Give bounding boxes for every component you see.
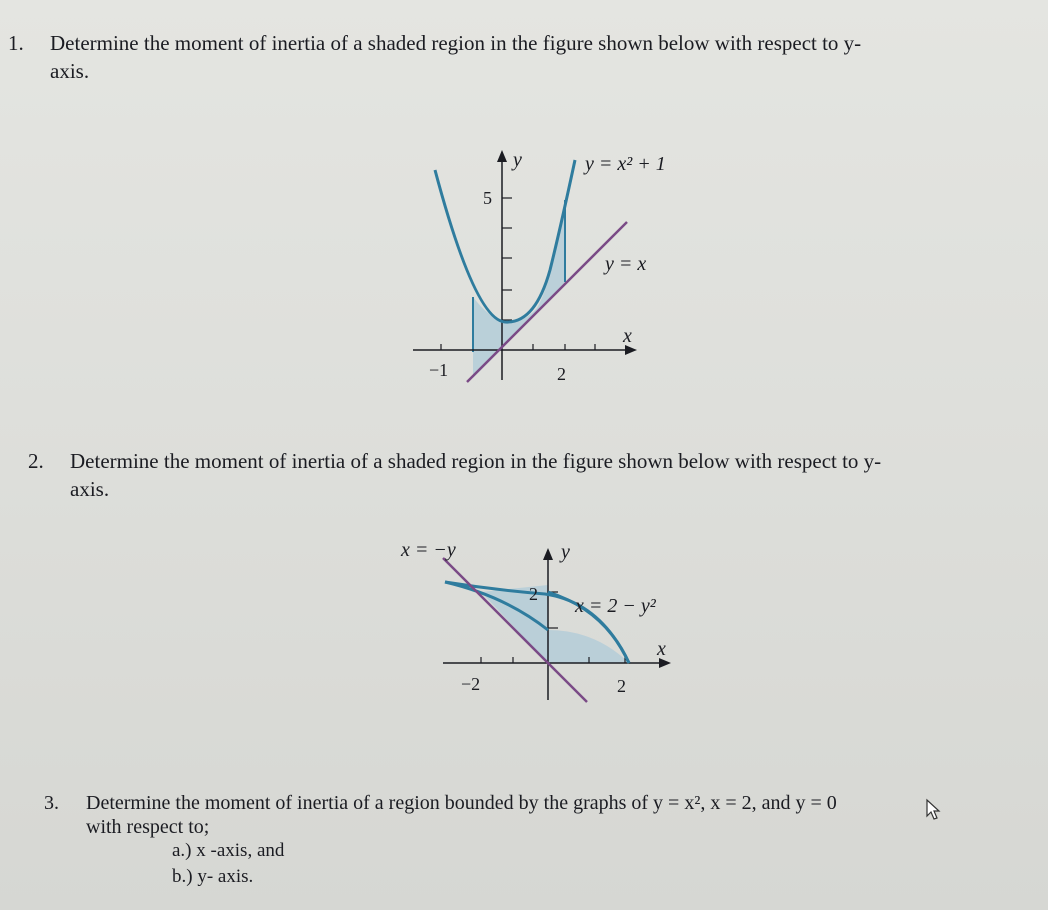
problem-text-line2: axis.: [50, 59, 90, 83]
x-axis-label: x: [657, 638, 666, 660]
y-axis-label: y: [513, 149, 522, 171]
line-y-equals-x: [467, 222, 627, 382]
figure-2: [395, 530, 685, 705]
problem-text-line2: with respect to;: [86, 816, 210, 838]
problem-text-line1: Determine the moment of inertia of a shaded region in the figure shown below with respect to y-: [70, 449, 882, 473]
problem-number: 1.: [8, 31, 24, 55]
mouse-pointer-icon: [925, 798, 943, 822]
problem-text-line1: Determine the moment of inertia of a shaded region in the figure shown below with respect to y-: [50, 31, 862, 55]
x-axis-label: x: [623, 325, 632, 347]
tick-label-neg2: −2: [461, 674, 481, 694]
curve-label: x = 2 − y²: [575, 595, 656, 617]
tick-label-2-x: 2: [617, 676, 626, 696]
y-axis-label: y: [561, 541, 570, 563]
line-label: y = x: [605, 253, 647, 275]
y-axis-arrow: [543, 548, 553, 560]
tick-label-5: 5: [483, 188, 492, 208]
problem-text-line1: Determine the moment of inertia of a region bounded by the graphs of y = x², x = 2, and y = 0: [86, 792, 837, 814]
part-a: a.) x -axis, and: [172, 840, 285, 861]
tick-label-2-y: 2: [529, 584, 538, 604]
figure-1: [405, 140, 695, 390]
problem-text-line2: axis.: [70, 477, 110, 501]
y-axis-arrow: [497, 150, 507, 162]
curve-label: y = x² + 1: [585, 153, 666, 175]
tick-label-2: 2: [557, 364, 566, 384]
parabola-curve: [435, 160, 575, 322]
problem-number: 3.: [44, 792, 59, 814]
shaded-region-fill: [473, 200, 565, 378]
part-b: b.) y- axis.: [172, 866, 254, 887]
line-label: x = −y: [401, 539, 456, 561]
problem-number: 2.: [28, 449, 44, 473]
tick-label-neg1: −1: [429, 360, 449, 380]
